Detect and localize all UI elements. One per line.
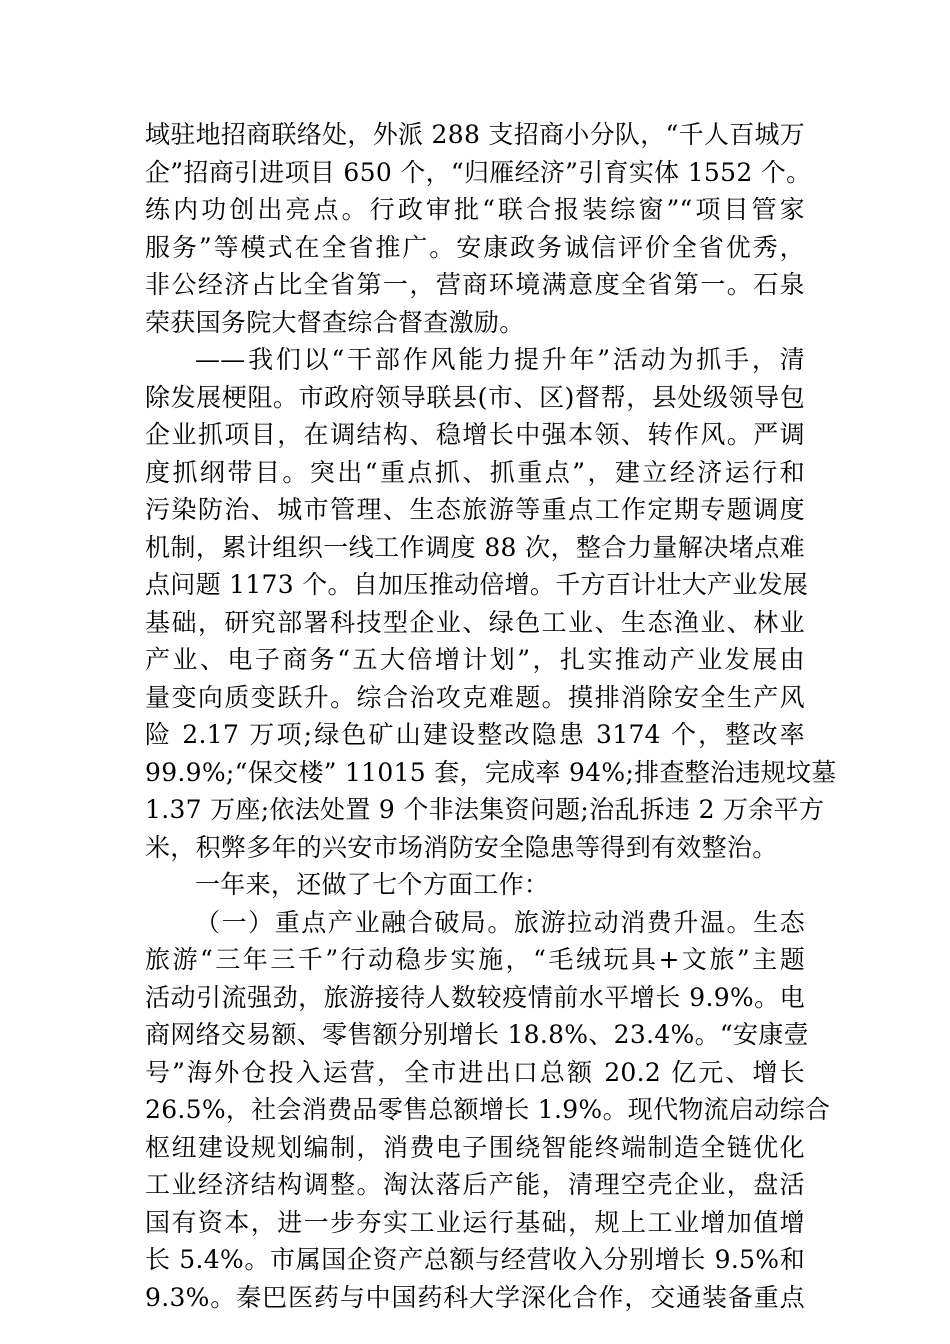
text-line: 9.3%。秦巴医药与中国药科大学深化合作，交通装备重点 [145, 1282, 805, 1312]
text-line: 点问题 1173 个。自加压推动倍增。千方百计壮大产业发展 [145, 570, 809, 599]
text-line: 基础，研究部署科技型企业、绿色工业、生态渔业、林业 [145, 607, 805, 637]
text-line: 荣获国务院大督查综合督查激励。 [145, 307, 525, 337]
text-line: 26.5%，社会消费品零售总额增长 1.9%。现代物流启动综合 [145, 1095, 831, 1124]
text-line: （一）重点产业融合破局。旅游拉动消费升温。生态 [195, 907, 805, 937]
text-line: 工业经济结构调整。淘汰落后产能，清理空壳企业，盘活 [145, 1170, 805, 1199]
text-line: 度抓纲带目。突出“重点抓、抓重点”，建立经济运行和 [145, 457, 805, 487]
text-line: 一年来，还做了七个方面工作： [195, 870, 550, 899]
text-line: 产业、电子商务“五大倍增计划”，扎实推动产业发展由 [145, 645, 805, 674]
text-line: 国有资本，进一步夯实工业运行基础，规上工业增加值增 [145, 1207, 805, 1237]
document-body [145, 116, 837, 1316]
text-line: 枢纽建设规划编制，消费电子围绕智能终端制造全链优化 [145, 1132, 805, 1162]
text-line: 米，积弊多年的兴安市场消防安全隐患等得到有效整治。 [145, 832, 778, 862]
text-line: 企”招商引进项目 650 个，“归雁经济”引育实体 1552 个。 [145, 157, 812, 187]
text-line: 服务”等模式在全省推广。安康政务诚信评价全省优秀， [145, 232, 805, 262]
text-line: 险 2.17 万项;绿色矿山建设整改隐患 3174 个，整改率 [145, 720, 805, 749]
text-line: 号”海外仓投入运营，全市进出口总额 20.2 亿元、增长 [145, 1057, 805, 1087]
text-line: 除发展梗阻。市政府领导联县(市、区)督帮，县处级领导包 [145, 382, 805, 412]
text-line: 练内功创出亮点。行政审批“联合报装综窗”“项目管家 [145, 195, 805, 224]
text-line: 量变向质变跃升。综合治攻克难题。摸排消除安全生产风 [145, 682, 805, 712]
text-line: 活动引流强劲，旅游接待人数较疫情前水平增长 9.9%。电 [145, 982, 805, 1012]
text-line: 旅游“三年三千”行动稳步实施，“毛绒玩具+文旅”主题 [145, 945, 805, 974]
text-line: 长 5.4%。市属国企资产总额与经营收入分别增长 9.5%和 [145, 1245, 805, 1274]
text-line: 企业抓项目，在调结构、稳增长中强本领、转作风。严调 [145, 420, 805, 449]
text-line: ——我们以“干部作风能力提升年”活动为抓手，清 [195, 345, 805, 374]
text-line: 99.9%;“保交楼” 11015 套，完成率 94%;排查整治违规坟墓 [145, 757, 837, 787]
text-line: 非公经济占比全省第一，营商环境满意度全省第一。石泉 [145, 270, 805, 299]
text-line: 机制，累计组织一线工作调度 88 次，整合力量解决堵点难 [145, 532, 805, 562]
text-line: 商网络交易额、零售额分别增长 18.8%、23.4%。“安康壹 [145, 1020, 809, 1049]
text-line: 1.37 万座;依法处置 9 个非法集资问题;治乱拆违 2 万余平方 [145, 795, 825, 824]
text-line: 污染防治、城市管理、生态旅游等重点工作定期专题调度 [145, 495, 805, 524]
text-line: 域驻地招商联络处，外派 288 支招商小分队，“千人百城万 [145, 120, 806, 149]
